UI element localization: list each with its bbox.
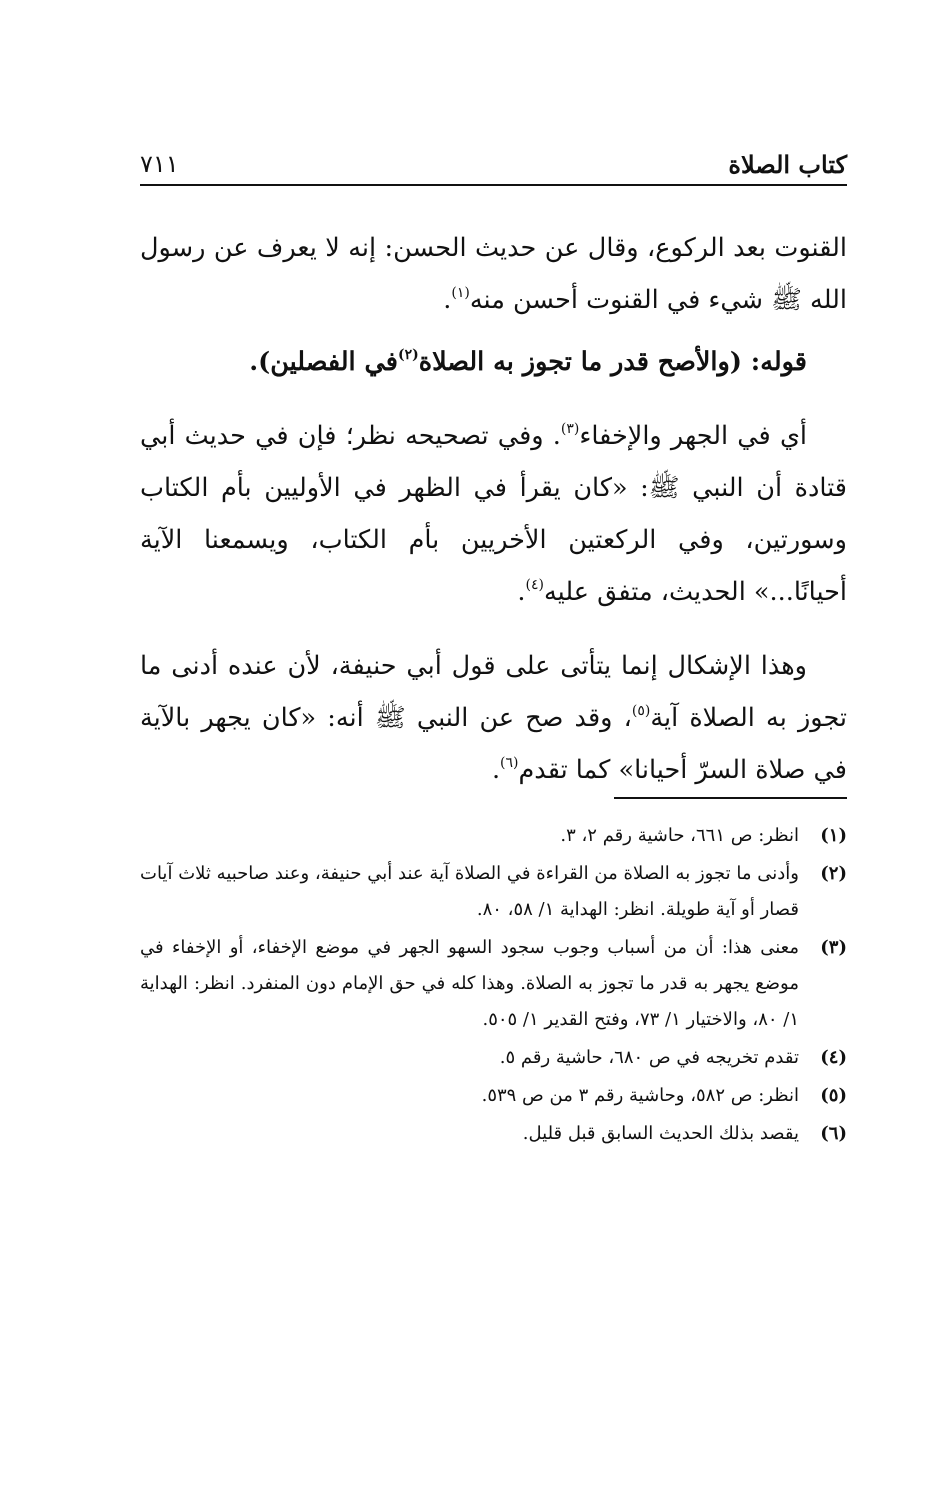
heading-text-b: في الفصلين). — [249, 347, 398, 377]
chapter-title: كتاب الصلاة — [728, 150, 847, 179]
main-text — [140, 222, 847, 796]
footnote-6 — [140, 1116, 847, 1152]
paragraph-4-text-a: وهذا الإشكال إنما يتأتى على قول أبي حنيفة، لأن عنده أدنى ما تجوز به الصلاة آية — [140, 651, 847, 733]
footnote-number: (٦) — [820, 1123, 847, 1144]
running-header — [140, 148, 847, 186]
footnote-ref-3: (٣) — [560, 421, 580, 437]
footnote-number: (١) — [820, 825, 847, 846]
paragraph-3-end: . — [517, 577, 526, 607]
paragraph-1 — [140, 222, 847, 326]
footnote-3 — [140, 930, 847, 1038]
footnote-number: (٥) — [820, 1085, 847, 1106]
footnote-number: (٣) — [820, 937, 847, 958]
quoted-heading — [140, 336, 847, 388]
footnote-number: (٢) — [820, 863, 847, 884]
paragraph-1-text: القنوت بعد الركوع، وقال عن حديث الحسن: إنه لا يعرف عن رسول الله ﷺ شيء في القنوت أحسن منه — [140, 233, 847, 315]
paragraph-3-text-a: أي في الجهر والإخفاء — [579, 421, 807, 451]
paragraph-3 — [140, 410, 847, 618]
footnote-5 — [140, 1078, 847, 1114]
footnote-text: تقدم تخريجه في ص ٦٨٠، حاشية رقم ٥. — [499, 1047, 799, 1068]
footnote-4 — [140, 1040, 847, 1076]
footnote-ref-5: (٥) — [631, 703, 651, 719]
footnotes — [140, 818, 847, 1154]
paragraph-1-end: . — [443, 285, 452, 315]
footnote-text: انظر: ص ٥٨٢، وحاشية رقم ٣ من ص ٥٣٩. — [481, 1085, 799, 1106]
footnote-number: (٤) — [820, 1047, 847, 1068]
paragraph-3-text-b: . وفي تصحيحه نظر؛ فإن في حديث أبي قتادة أن النبي ﷺ: «كان يقرأ في الظهر في الأوليين بأم الكتاب وسورتين، وفي الركعتين الأخريين بأم الكتاب، ويسمعنا الآية أحيانًا...» الحديث، متفق عليه — [140, 421, 847, 607]
paragraph-4-text-b: ، وقد صح عن النبي ﷺ أنه: «كان يجهر بالآية في صلاة السرّ أحيانا» كما تقدم — [140, 703, 847, 785]
page-number: ٧١١ — [140, 150, 179, 178]
footnote-1 — [140, 818, 847, 854]
footnote-text: انظر: ص ٦٦١، حاشية رقم ٢، ٣. — [560, 825, 799, 846]
footnote-2 — [140, 856, 847, 928]
paragraph-4 — [140, 640, 847, 796]
footnote-divider — [614, 797, 847, 799]
footnote-text: وأدنى ما تجوز به الصلاة من القراءة في الصلاة آية عند أبي حنيفة، وعند صاحبيه ثلاث آيات قصار أو آية طويلة. انظر: الهداية ١/ ٥٨، ٨٠. — [140, 863, 799, 920]
footnote-text: يقصد بذلك الحديث السابق قبل قليل. — [522, 1123, 799, 1144]
paragraph-4-end: . — [491, 755, 501, 785]
footnote-ref-1: (١) — [451, 285, 470, 301]
heading-text-a: قوله: (والأصح قدر ما تجوز به الصلاة — [418, 347, 807, 377]
footnote-ref-4: (٤) — [525, 577, 544, 593]
footnote-ref-6: (٦) — [500, 755, 519, 771]
footnote-ref-2: (٢) — [397, 347, 419, 363]
footnote-text: معنى هذا: أن من أسباب وجوب سجود السهو الجهر في موضع الإخفاء، أو الإخفاء في موضع يجهر به قدر ما تجوز به الصلاة. وهذا كله في حق الإمام دون المنفرد. انظر: الهداية ١/ ٨٠، والاختيار ١/ ٧٣، وفتح القدير ١/ ٥٠٥. — [140, 937, 799, 1030]
